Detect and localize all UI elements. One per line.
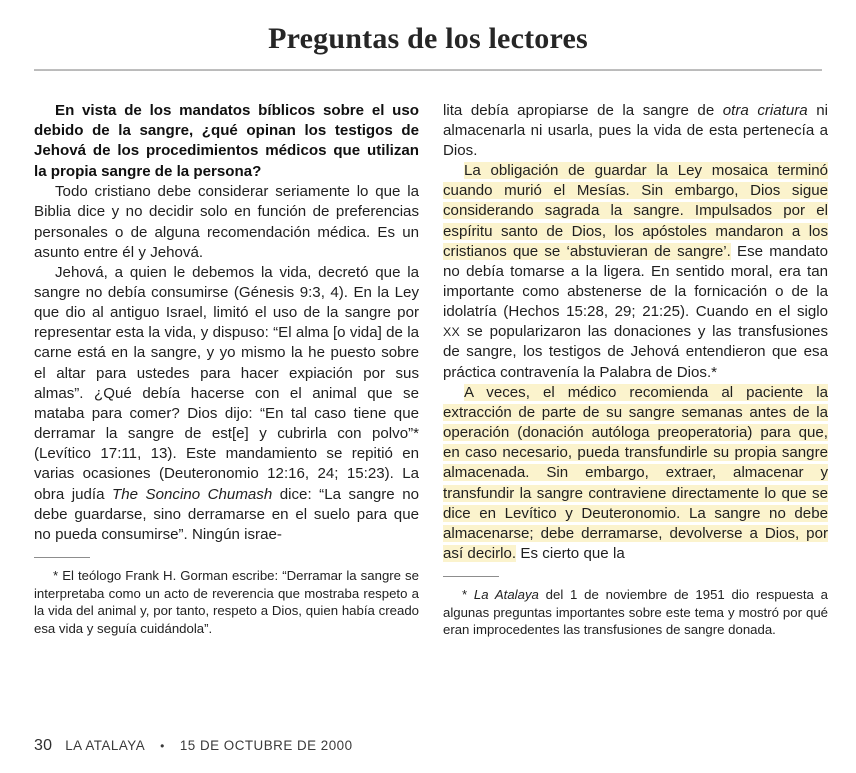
- page-footer: [34, 737, 353, 755]
- magazine-title-la-atalaya: La Atalaya: [473, 587, 539, 603]
- reader-question: En vista de los mandatos bíblicos sobre el uso debido de la sangre, ¿qué opinan los testigos de Jehová de los procedimientos médicos que utilizan la propia sangre de la persona?: [34, 101, 419, 180]
- right-paragraph-3: [443, 383, 828, 564]
- left-paragraph-1: Todo cristiano debe considerar seriamente lo que la Biblia dice y no decidir solo en función de preferencias personales o de alguna recomendación médica. Es un asunto entre él y Jehová.: [34, 183, 419, 261]
- right-footnote: [443, 586, 828, 639]
- right-paragraph-1: [443, 101, 828, 161]
- left-footnote: * El teólogo Frank H. Gorman escribe: “Derramar la sangre se interpretaba como un acto de reverencia que mostraba respeto a la vida del animal y, por tanto, respeto a Dios, quien había creado esa vida y seguía cuidándola”.: [34, 568, 419, 636]
- left-paragraph-2-part-1: Jehová, a quien le debemos la vida, decretó que la sangre no debía consumirse (Génesis 9:3, 4). En la Ley que dio al antiguo Israel, limitó el uso de la sangre por representar esta la vida, y dispuso: “El alma [o vida] de la carne está en la sangre, y yo mismo la he puesto sobre el altar para ustedes para hacer expiación por sus almas”. ¿Qué debía hacerse con el animal que se mataba para comer? Dios dijo: “En tal caso tiene que derramar la sangre de est[e] y cubrirla con polvo”* (Levítico 17:11, 13). Este mandamiento se repitió en varias ocasiones (Deuteronomio 12:16, 24; 15:23). La obra judía: [34, 263, 419, 503]
- left-column: [34, 101, 419, 639]
- two-column-body: [34, 71, 829, 639]
- right-paragraph-2-rest-2: se popularizaron las donaciones y las transfusiones de sangre, los testigos de Jehová entendieron que esa práctica contravenía la Palabra de Dios.*: [443, 323, 828, 381]
- right-paragraph-1-part-1: lita debía apropiarse de la sangre de: [443, 101, 723, 119]
- footer-issue-date: 15 DE OCTUBRE DE 2000: [179, 738, 353, 753]
- right-paragraph-2-rest-1: Ese mandato no debía tomarse a la ligera. En sentido moral, era tan importante como abstenerse de la fornicación o de la idolatría (Hechos 15:28, 29; 21:25). Cuando en el siglo: [443, 242, 829, 321]
- right-paragraph-3-rest: Es cierto que la: [516, 545, 625, 563]
- highlighted-text-autologous-donation: A veces, el médico recomienda al paciente la extracción de parte de su sangre semanas antes de la operación (donación autóloga preoperatoria) para que, en caso necesario, pueda transfundirle su propia sangre almacenada. Sin embargo, extraer, almacenar y transfundir la sangre contraviene directamente lo que se dice en Levítico y Deuteronomio. La sangre no debe almacenarse; debe derramarse, devolverse a Dios, por así decirlo.: [443, 383, 828, 563]
- century-small-caps: XX: [443, 325, 461, 340]
- page-title: Preguntas de los lectores: [268, 22, 588, 55]
- folio-page-number: 30: [34, 737, 53, 754]
- right-footnote-text: del 1 de noviembre de 1951 dio respuesta a algunas preguntas importantes sobre este tema y mostró por qué eran improcedentes las transfusiones de sangre donada.: [443, 587, 828, 638]
- left-paragraph-2-part-2: dice: “La sangre no debe guardarse, sino derramarse en el suelo para que no pueda consumirse”. Ningún israe-: [34, 485, 419, 543]
- left-footnote-block: [34, 557, 419, 637]
- book-title-soncino-chumash: The Soncino Chumash: [112, 485, 273, 503]
- right-column: [443, 101, 828, 639]
- highlighted-text-mosaic-law: La obligación de guardar la Ley mosaica terminó cuando murió el Mesías. Sin embargo, Dios sigue considerando sagrada la sangre. Impulsados por el espíritu santo de Dios, los apóstoles mandaron a los cristianos que se ‘abstuvieran de sangre’.: [443, 162, 828, 260]
- right-footnote-block: [443, 576, 828, 639]
- right-paragraph-1-part-2: ni almacenarla ni usarla, pues la vida de esta pertenecía a Dios.: [443, 101, 828, 159]
- footnote-divider: [443, 576, 499, 577]
- left-paragraph-2: [34, 263, 419, 545]
- italic-phrase-otra-criatura: otra criatura: [722, 101, 808, 119]
- right-paragraph-2: [443, 161, 828, 383]
- footnote-divider: [34, 557, 90, 558]
- footer-publication-name: LA ATALAYA: [65, 738, 146, 753]
- footnote-marker: *: [462, 587, 474, 603]
- masthead: [0, 0, 856, 71]
- footer-separator-bullet: •: [160, 739, 165, 753]
